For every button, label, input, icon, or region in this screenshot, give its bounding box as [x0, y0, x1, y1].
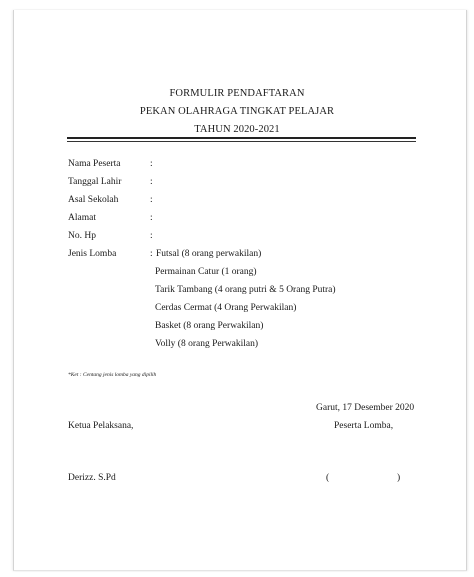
field-colon: : [150, 249, 153, 259]
header-rule-thick [67, 137, 416, 139]
field-label-nama: Nama Peserta [68, 159, 121, 169]
note-text: *Ket : Centang jenis lomba yang dipilih [68, 372, 157, 378]
field-colon: : [150, 213, 153, 223]
field-colon: : [150, 177, 153, 187]
lomba-option-catur: Permainan Catur (1 orang) [155, 267, 257, 277]
form-title: FORMULIR PENDAFTARAN [169, 88, 305, 99]
signature-paren-open: ( [326, 473, 330, 483]
event-title: PEKAN OLAHRAGA TINGKAT PELAJAR [139, 106, 335, 117]
signer-role-left: Ketua Pelaksana, [68, 421, 134, 431]
field-label-no-hp: No. Hp [68, 231, 96, 241]
field-colon: : [150, 195, 153, 205]
lomba-option-cerdas-cermat: Cerdas Cermat (4 Orang Perwakilan) [155, 303, 297, 313]
lomba-option-tarik-tambang: Tarik Tambang (4 orang putri & 5 Orang Putra) [155, 285, 336, 295]
field-colon: : [150, 231, 153, 241]
signature-paren-close: ) [397, 473, 401, 483]
field-colon: : [150, 159, 153, 169]
field-label-tanggal-lahir: Tanggal Lahir [68, 177, 122, 187]
place-date: Garut, 17 Desember 2020 [316, 403, 415, 413]
field-label-alamat: Alamat [68, 213, 96, 223]
lomba-option-futsal: Futsal (8 orang perwakilan) [156, 249, 262, 259]
signer-name-left: Derizz. S.Pd [68, 473, 116, 483]
lomba-option-volly: Volly (8 orang Perwakilan) [155, 339, 258, 349]
year-title: TAHUN 2020-2021 [194, 124, 280, 135]
lomba-option-basket: Basket (8 orang Perwakilan) [155, 321, 264, 331]
header-rule-thin [67, 141, 416, 142]
field-label-asal-sekolah: Asal Sekolah [68, 195, 119, 205]
field-label-jenis-lomba: Jenis Lomba [68, 249, 117, 259]
signer-role-right: Peserta Lomba, [334, 421, 394, 431]
